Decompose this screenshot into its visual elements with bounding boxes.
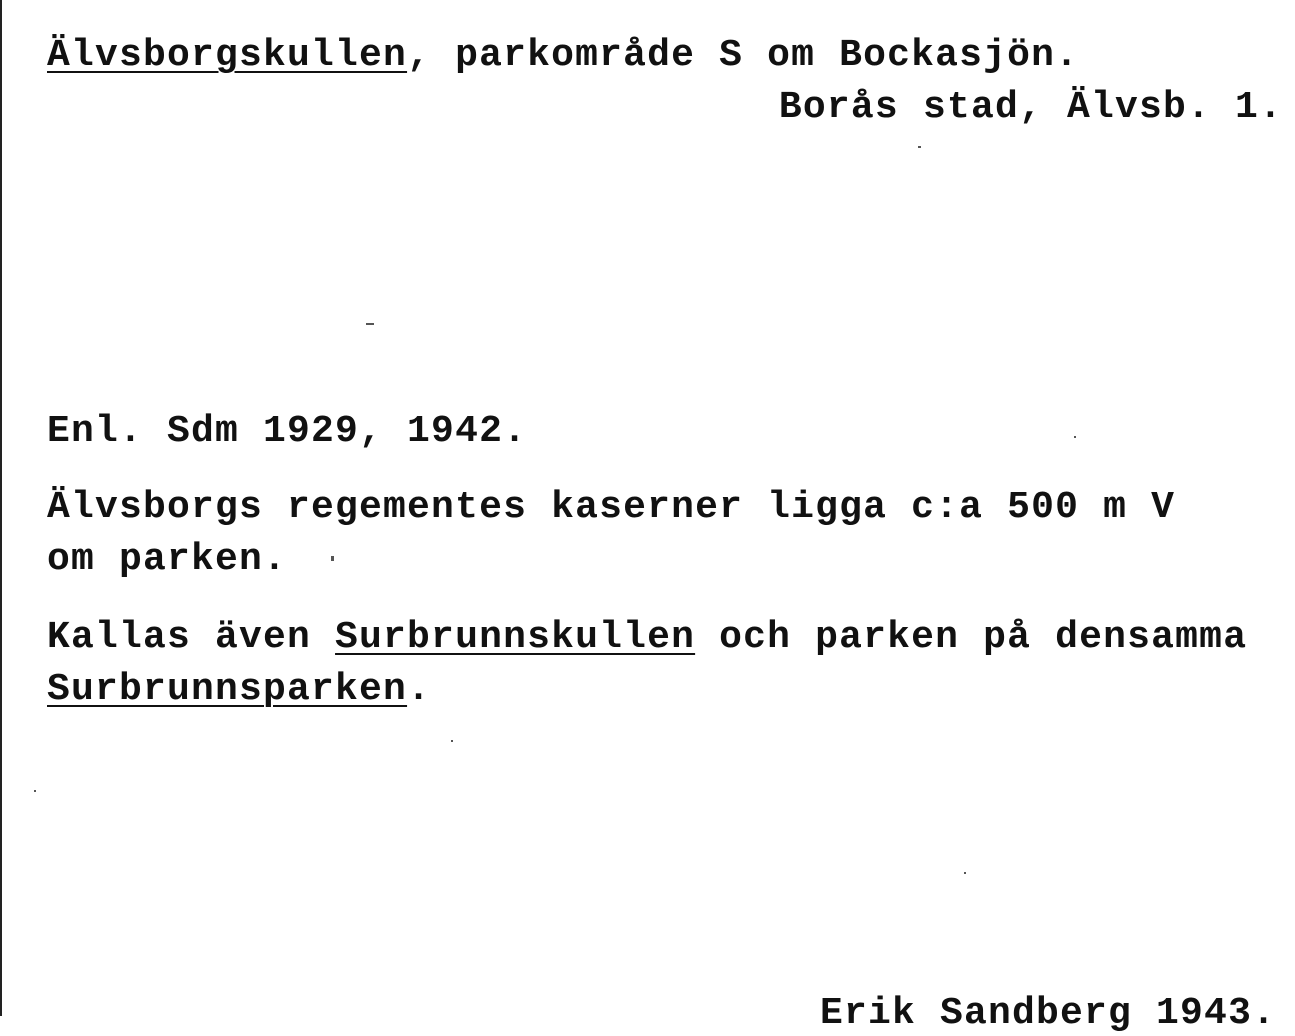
ink-speck: [451, 740, 453, 742]
ink-speck: [331, 556, 334, 561]
alias-prefix: Kallas även: [47, 616, 336, 659]
source-line: Enl. Sdm 1929, 1942.: [47, 410, 528, 453]
place-name: Älvsborgskullen: [47, 34, 408, 77]
alias-line-2: [47, 668, 431, 712]
alias-park-name: Surbrunnsparken: [47, 668, 408, 711]
alias-line-1: [47, 616, 1247, 660]
ink-speck: [964, 872, 966, 874]
ink-speck: [918, 146, 921, 148]
place-description: , parkområde S om Bockasjön.: [407, 34, 1080, 77]
signature: Erik Sandberg 1943.: [820, 992, 1277, 1035]
note-line-1: Älvsborgs regementes kaserner ligga c:a 500 m V: [47, 486, 1176, 529]
alias-end: .: [407, 668, 432, 711]
card-left-edge: [0, 0, 2, 1016]
ink-speck: [1074, 436, 1076, 438]
location-line: Borås stad, Älvsb. 1.: [778, 86, 1283, 129]
alias-hill-name: Surbrunnskullen: [335, 616, 696, 659]
ink-speck: [366, 323, 374, 325]
ink-speck: [34, 790, 36, 792]
alias-middle: och parken på densamma: [695, 616, 1248, 659]
note-line-2: om parken.: [47, 538, 288, 581]
heading-line: [47, 34, 1079, 78]
